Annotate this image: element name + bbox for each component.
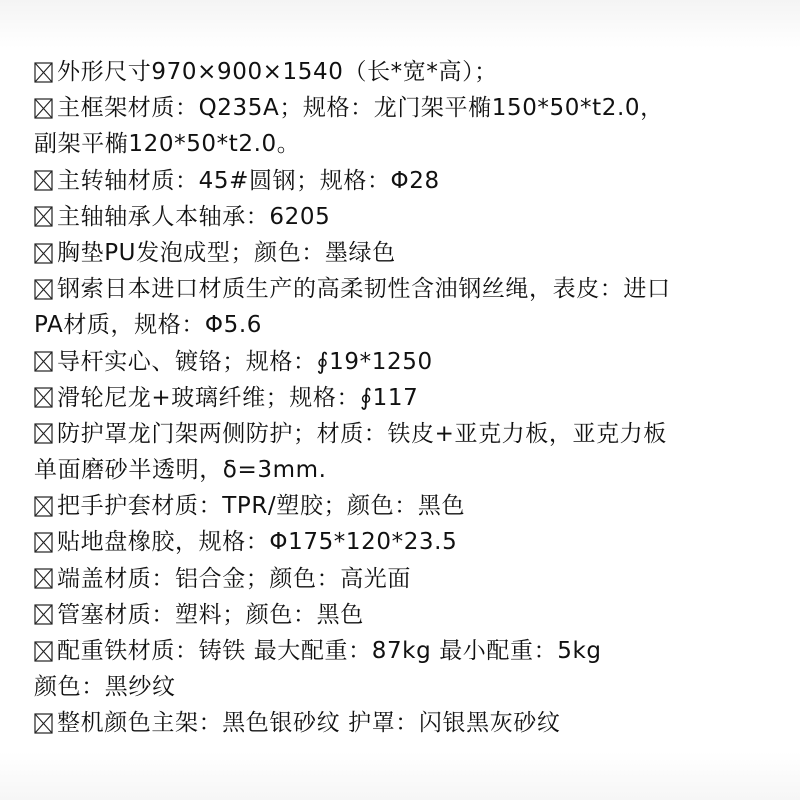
spec-line-text: 配重铁材质：铸铁 最大配重：87kg 最小配重：5kg xyxy=(57,638,602,664)
spec-line xyxy=(34,633,784,669)
crossed-box-icon xyxy=(34,98,53,119)
crossed-box-icon xyxy=(34,604,53,625)
spec-line xyxy=(34,199,784,235)
spec-line-text: 颜色：黑纱纹 xyxy=(34,674,176,701)
spec-line-text: 整机颜色主架：黑色银砂纹 护罩：闪银黑灰砂纹 xyxy=(57,710,561,737)
crossed-box-icon xyxy=(34,62,53,83)
crossed-box-icon xyxy=(34,351,53,372)
spec-line-text: 外形尺寸970×900×1540（长*宽*高）； xyxy=(57,59,498,85)
crossed-box-icon xyxy=(34,568,53,589)
spec-line-text: 主框架材质：Q235A；规格：龙门架平椭150*50*t2.0， xyxy=(57,95,664,122)
spec-line-text: 滑轮尼龙+玻璃纤维；规格：∮117 xyxy=(57,384,419,411)
spec-line xyxy=(34,344,784,380)
spec-line xyxy=(34,416,784,452)
crossed-box-icon xyxy=(34,496,53,517)
spec-list xyxy=(34,54,784,742)
crossed-box-icon xyxy=(34,243,53,264)
spec-line-text: PA材质，规格：Φ5.6 xyxy=(34,312,263,339)
spec-line xyxy=(34,488,784,524)
spec-line-text: 副架平椭120*50*t2.0。 xyxy=(34,131,301,158)
crossed-box-icon xyxy=(34,206,53,227)
spec-line-text: 导杆实心、镀铬；规格：∮19*1250 xyxy=(57,348,433,375)
spec-line xyxy=(34,597,784,633)
crossed-box-icon xyxy=(34,423,53,444)
spec-line-text: 把手护套材质：TPR/塑胶；颜色：黑色 xyxy=(57,493,466,520)
spec-line-text: 管塞材质：塑料；颜色：黑色 xyxy=(57,601,364,628)
spec-line xyxy=(34,669,784,705)
spec-line xyxy=(34,307,784,343)
spec-line xyxy=(34,235,784,271)
crossed-box-icon xyxy=(34,387,53,408)
spec-line xyxy=(34,705,784,741)
spec-line-text: 贴地盘橡胶，规格：Φ175*120*23.5 xyxy=(57,529,458,556)
spec-line xyxy=(34,524,784,560)
spec-line xyxy=(34,126,784,162)
spec-line xyxy=(34,271,784,307)
spec-line-text: 主转轴材质：45#圆钢；规格：Φ28 xyxy=(57,167,440,194)
crossed-box-icon xyxy=(34,170,53,191)
spec-line xyxy=(34,90,784,126)
spec-line-text: 主轴轴承人本轴承：6205 xyxy=(57,203,331,230)
spec-line xyxy=(34,561,784,597)
spec-line-text: 端盖材质：铝合金；颜色：高光面 xyxy=(57,565,411,592)
crossed-box-icon xyxy=(34,532,53,553)
spec-line-text: 胸垫PU发泡成型；颜色：墨绿色 xyxy=(57,239,396,266)
spec-line-text: 钢索日本进口材质生产的高柔韧性含油钢丝绳，表皮：进口 xyxy=(57,276,671,303)
crossed-box-icon xyxy=(34,713,53,734)
spec-line xyxy=(34,163,784,199)
spec-line xyxy=(34,54,784,90)
spec-line xyxy=(34,380,784,416)
crossed-box-icon xyxy=(34,641,53,662)
crossed-box-icon xyxy=(34,279,53,300)
spec-line-text: 防护罩龙门架两侧防护；材质：铁皮+亚克力板，亚克力板 xyxy=(57,420,667,447)
spec-line xyxy=(34,452,784,488)
spec-line-text: 单面磨砂半透明，δ=3mm. xyxy=(34,457,327,484)
